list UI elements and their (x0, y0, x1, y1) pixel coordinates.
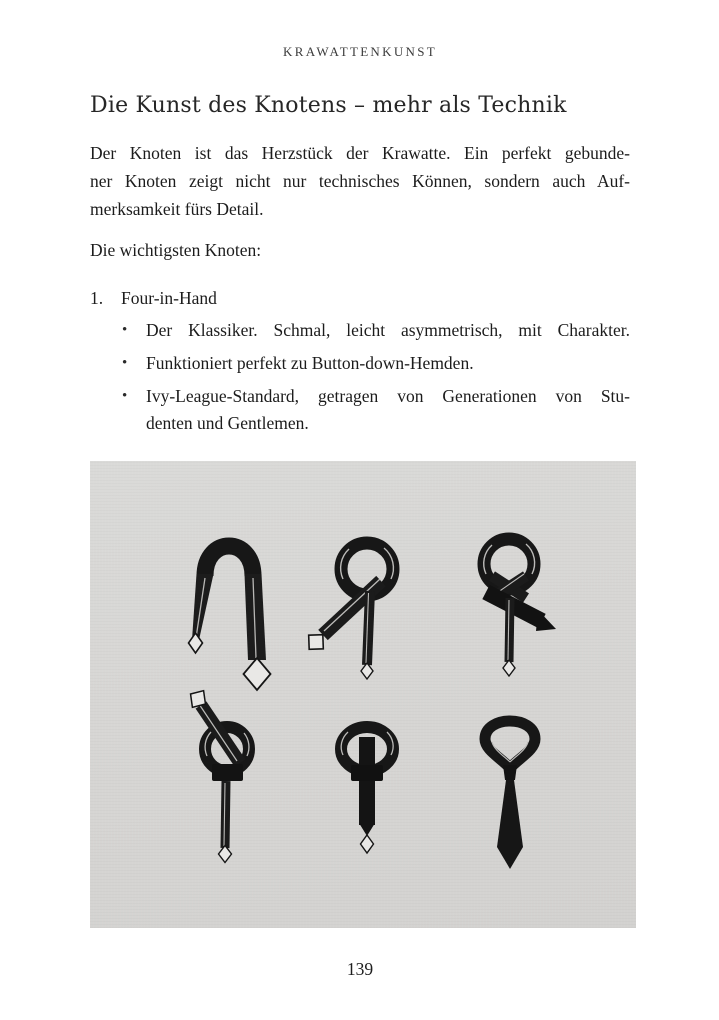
list-number: 1. (90, 288, 104, 308)
bullet-item (90, 317, 630, 344)
tie-step-3-wrap (484, 539, 556, 676)
bullet-glyph: • (122, 388, 128, 404)
bullet-text: Der Klassiker. Schmal, leicht asymmetrisch, mit Charakter. (146, 320, 630, 340)
bullet-item (90, 350, 630, 377)
list-item-four-in-hand (90, 284, 630, 312)
tie-knot-illustration (90, 461, 636, 928)
running-header: KRAWATTENKUNST (283, 44, 437, 59)
list-intro: Die wichtigsten Knoten: (90, 240, 262, 260)
bullet-text: denten und Gentlemen. (146, 413, 309, 433)
bullet-list (90, 317, 630, 437)
bullet-glyph: • (122, 322, 128, 338)
bullet-text: Funktioniert perfekt zu Button-down-Hemden. (146, 353, 474, 373)
bullet-item (90, 383, 630, 437)
tie-steps-drawing (90, 461, 636, 928)
page-number: 139 (346, 959, 374, 979)
intro-line: ner Knoten zeigt nicht nur technisches Können, sondern auch Auf- (90, 171, 630, 191)
intro-line: Der Knoten ist das Herzstück der Krawatte. Ein perfekt gebunde- (90, 143, 630, 163)
page-title: Die Kunst des Knotens – mehr als Technik (90, 93, 567, 118)
tie-step-5-through-knot (341, 727, 393, 853)
tie-step-2-cross (302, 543, 394, 679)
intro-line: merksamkeit fürs Detail. (90, 199, 264, 219)
knot-name: Four-in-Hand (121, 288, 217, 308)
tie-step-1-drape (189, 546, 271, 690)
bullet-text: Ivy-League-Standard, getragen von Generationen von Stu- (146, 386, 630, 406)
tie-step-4-through-loop (185, 686, 249, 863)
tie-step-6-finished (485, 721, 535, 869)
bullet-glyph: • (122, 355, 128, 371)
intro-paragraph (90, 139, 630, 223)
